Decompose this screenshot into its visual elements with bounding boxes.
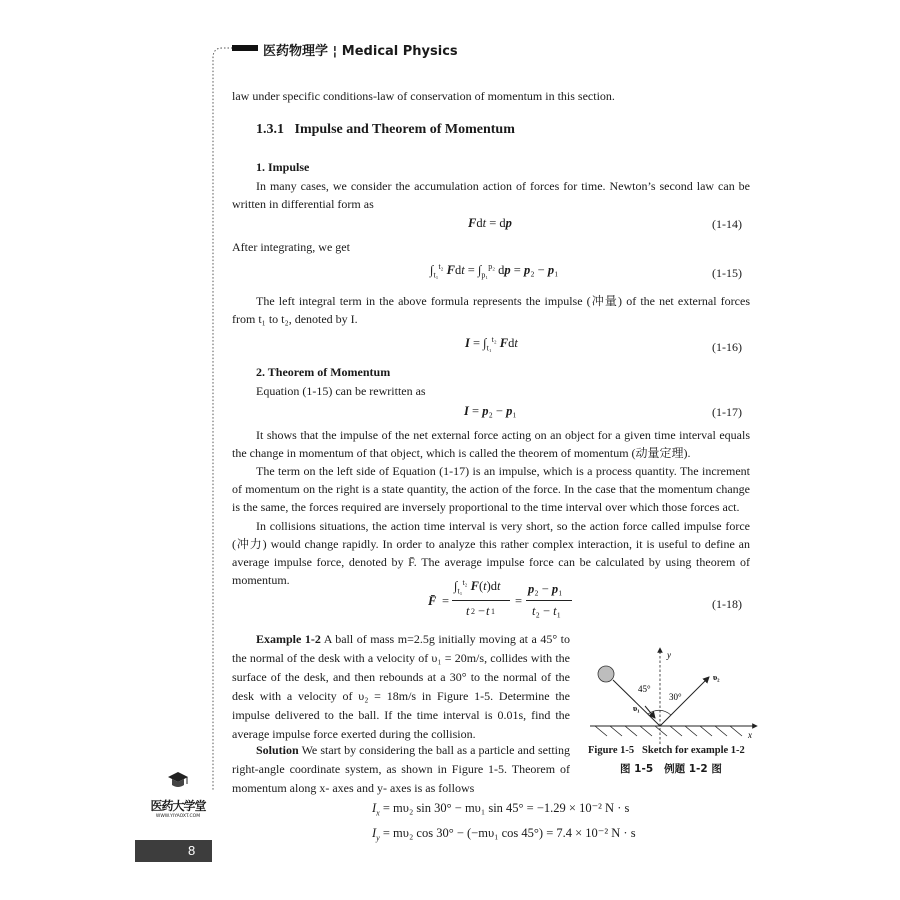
example-label: Example 1-2 (256, 632, 321, 646)
equation-1-16: $I = \int_{t_1}^{t_2}$ Fdt (465, 335, 518, 353)
outgoing-path (660, 677, 709, 726)
solution-label: Solution (256, 743, 299, 757)
equation-1-15: $\int_{t_1}^{t_2}$ Fdt = $\int_{p_1}^{p_2}$ dp = p₂ − p₁ (430, 262, 559, 280)
equation-label-1-17: (1-17) (712, 405, 742, 419)
equation-iy: $I_y = m\upsilon_2$ cos 30° − (−mυ₁ cos 45°) = 7.4 × 10⁻² N · s (372, 826, 636, 843)
equation-label-1-14: (1-14) (712, 217, 742, 231)
figure-caption-en: Figure 1-5 Sketch for example 1-2 (588, 745, 745, 756)
running-header: 医药物理学 ¦ Medical Physics (263, 44, 458, 59)
y-label: y (667, 650, 671, 660)
example-1-2 (232, 630, 570, 744)
ball (598, 666, 614, 682)
solution-paragraph (232, 741, 570, 798)
incoming-path (613, 680, 660, 726)
logo-text: 医药大学堂 (150, 799, 206, 813)
equation-iy-body: = mυ₂ cos 30° − (−mυ₁ cos 45°) = 7.4 × 10⁻² N · s (382, 826, 636, 840)
figure-1-5 (585, 640, 760, 755)
equation-label-1-18: (1-18) (712, 597, 742, 611)
impulse-para-2: The left integral term in the above formula represents the impulse (冲量) of the net external forces from t₁ to t₂, denoted by I. (232, 294, 750, 326)
graduation-cap-icon (167, 770, 189, 792)
page-number: 8 (188, 843, 196, 858)
equation-label-1-16: (1-16) (712, 340, 742, 354)
x-label: x (748, 730, 752, 740)
angle-label-30: 30° (669, 692, 682, 702)
after-integrating: After integrating, we get (232, 240, 350, 254)
equation-label-1-15: (1-15) (712, 266, 742, 280)
angle-label-45: 45° (638, 684, 651, 694)
equation-1-17: I = p₂ − p₁ (464, 404, 517, 418)
publisher-logo (150, 770, 206, 819)
equation-ix: $I_x = m\upsilon_2$ sin 30° − mυ₁ sin 45° = −1.29 × 10⁻² N · s (372, 801, 630, 818)
equation-ix-body: = mυ₂ sin 30° − mυ₁ sin 45° = −1.29 × 10⁻² N · s (382, 801, 630, 815)
theorem-line-1: Equation (1-15) can be rewritten as (256, 384, 426, 398)
example-text: A ball of mass m=2.5g initially moving at a 45° to the normal of the desk with a velocity of υ₁ = 20m/s, collides with the surface of the desk, and then rebounds at a 30° to the normal of the desk with a velocity of υ₂ = 18m/s in Figure 1-5. Determine the impulse delivered to the ball. If the time interval is 0.01s, find the average impulse force exerted during the collision. (232, 632, 570, 741)
impulse-heading: 1. Impulse (256, 160, 310, 174)
theorem-para-2: The term on the left side of Equation (1-17) is an impulse, which is a process quantity. The increment of momentum on the right is a state quantity, the action of the force. In the case that the momentum change is the same, the forces required are inversely proportional to the time interval over which those forces act. (232, 464, 750, 514)
section-title: 1.3.1 Impulse and Theorem of Momentum (256, 122, 515, 137)
solution-text: We start by considering the ball as a particle and setting right-angle coordinate system, as shown in Figure 1-5. Theorem of momentum along x- axes and y- axes is as follows (232, 743, 570, 795)
v2-label: υ₂ (713, 673, 720, 682)
impulse-para-1: In many cases, we consider the accumulation action of forces for time. Newton’s second law can be written in differential form as (232, 179, 750, 211)
theorem-para-1: It shows that the impulse of the net external force acting on an object for a given time interval equals the change in momentum of that object, which is called the theorem of momentum (动量定理). (232, 428, 750, 460)
theorem-para-3: In collisions situations, the action time interval is very short, so the action force called impulse force (冲力) would change rapidly. In order to analyze this rather complex interaction, it is useful to define an average impulse force, denoted by F̄. The average impulse force can be calculated by using theorem of momentum. (232, 519, 750, 587)
logo-url: WWW.YIYAOXT.COM (155, 814, 201, 819)
desk-hatching (595, 726, 742, 736)
intro-line: law under specific conditions-law of conservation of momentum in this section. (232, 89, 615, 103)
figure-caption-cn: 图 1-5 例题 1-2 图 (620, 763, 722, 775)
equation-1-14: Fdt = dp (468, 216, 512, 230)
theorem-heading: 2. Theorem of Momentum (256, 365, 391, 379)
v1-label: υ₁ (633, 704, 640, 713)
